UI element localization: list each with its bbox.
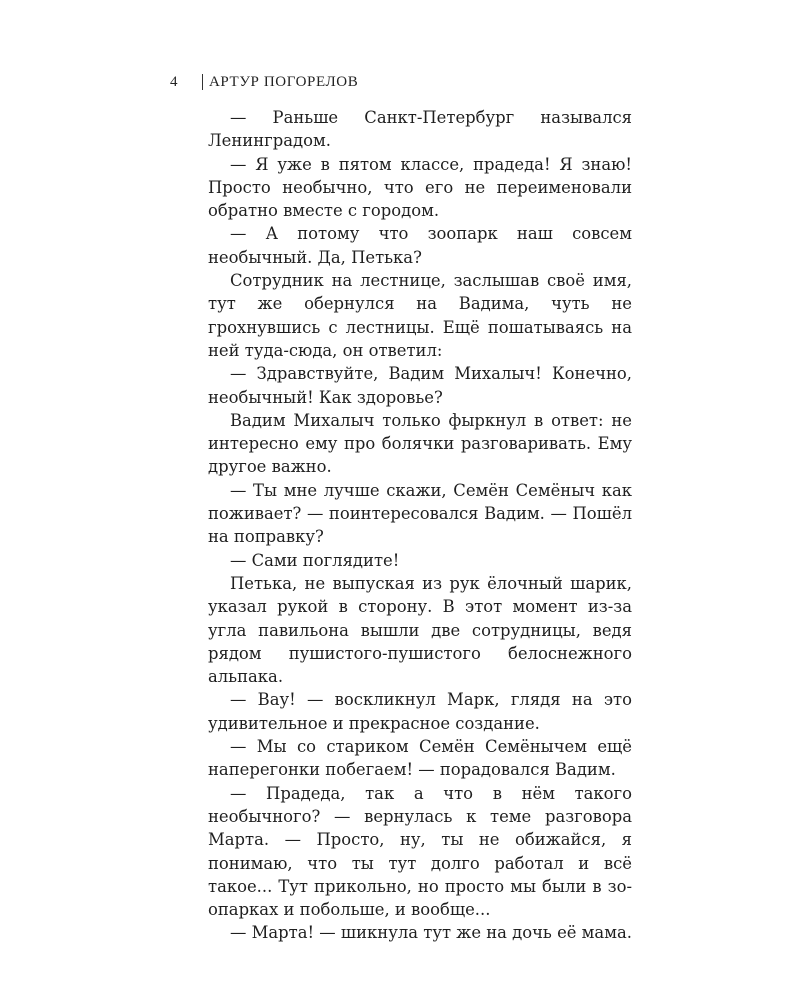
header-divider	[202, 74, 203, 90]
paragraph: Петька, не выпуская из рук ёлочный шарик, указал рукой в сторону. В этот момент из-за угла павильона вышли две сотрудницы, ведя рядом пушистого-пушистого белоснежного альпака.	[208, 573, 632, 687]
body-text	[208, 106, 632, 945]
paragraph: — Прадеда, так а что в нём такого необычного? — вернулась к теме разговора Марта. — Просто, ну, ты не обижайся, я понимаю, что ты тут долго работал и всё такое... Тут прикольно, но просто мы были в зоопарках и побольше, и вообще...	[208, 783, 632, 920]
paragraph: — Вау! — воскликнул Марк, глядя на это удивительное и прекрасное создание.	[208, 690, 632, 733]
paragraph: — Здравствуйте, Вадим Михалыч! Конечно, необычный! Как здоровье?	[208, 364, 632, 407]
paragraph: — А потому что зоопарк наш совсем необычный. Да, Петька?	[208, 224, 632, 267]
paragraph: — Сами поглядите!	[230, 550, 400, 570]
paragraph: — Марта! — шикнула тут же на дочь её мама.	[230, 923, 632, 943]
page-number: 4	[170, 73, 179, 90]
paragraph: — Ты мне лучше скажи, Семён Семёныч как поживает? — поинтересовался Вадим. — Пошёл на поправку?	[208, 480, 632, 547]
paragraph: Сотрудник на лестнице, заслышав своё имя, тут же обернулся на Вадима, чуть не грохнувшись с лестницы. Ещё пошатываясь на ней туда-сюда, он ответил:	[208, 271, 632, 360]
paragraph: Вадим Михалыч только фыркнул в ответ: не интересно ему про болячки разговаривать. Ему другое важно.	[208, 410, 632, 477]
book-author: АРТУР ПОГОРЕЛОВ	[209, 73, 359, 90]
paragraph: — Мы со стариком Семён Семёнычем ещё наперегонки побегаем! — порадовался Вадим.	[208, 737, 632, 780]
running-head	[170, 72, 358, 92]
paragraph: — Раньше Санкт-Петербург назывался Ленинградом.	[208, 108, 632, 151]
paragraph: — Я уже в пятом классе, прадеда! Я знаю! Просто необычно, что его не переименовали обратно вместе с городом.	[208, 154, 632, 221]
